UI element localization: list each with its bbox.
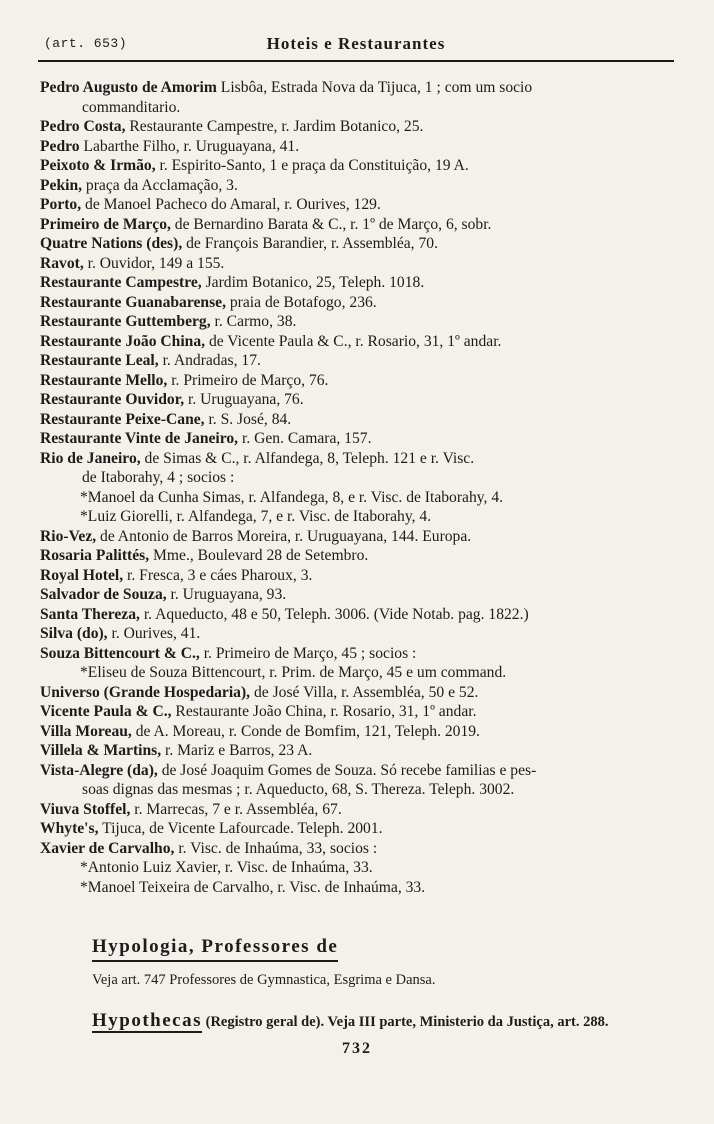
entry-name: Villa Moreau, bbox=[40, 722, 132, 740]
directory-entry bbox=[40, 390, 685, 410]
entry-details: *Antonio Luiz Xavier, r. Visc. de Inhaúma, 33. bbox=[80, 859, 373, 876]
entry-continuation bbox=[40, 507, 685, 527]
directory-entry bbox=[40, 215, 685, 235]
entry-details: *Eliseu de Souza Bittencourt, r. Prim. de Março, 45 e um command. bbox=[80, 664, 507, 681]
entry-details: Restaurante João China, r. Rosario, 31, 1º andar. bbox=[171, 703, 477, 720]
entry-name: Universo (Grande Hospedaria), bbox=[40, 683, 251, 701]
entry-name: Pedro bbox=[40, 137, 80, 155]
entry-name: Restaurante Vinte de Janeiro, bbox=[40, 430, 239, 447]
entry-details: de José Joaquim Gomes de Souza. Só recebe familias e pes- bbox=[157, 761, 537, 779]
directory-entry bbox=[40, 332, 685, 352]
entry-details: r. Gen. Camara, 157. bbox=[238, 430, 372, 447]
page-title: Hoteis e Restaurantes bbox=[266, 34, 446, 53]
entry-details: Labarthe Filho, r. Uruguayana, 41. bbox=[79, 137, 300, 155]
entry-details: soas dignas das mesmas ; r. Aqueducto, 68, S. Thereza. Teleph. 3002. bbox=[82, 781, 515, 798]
entry-name: Viuva Stoffel, bbox=[40, 800, 131, 818]
directory-entry bbox=[40, 312, 685, 332]
directory-entry bbox=[40, 351, 685, 371]
entry-continuation bbox=[40, 468, 685, 488]
entry-name: Villela & Martins, bbox=[40, 742, 162, 759]
directory-entry bbox=[40, 800, 685, 820]
directory-entry bbox=[40, 156, 685, 176]
article-reference: (art. 653) bbox=[44, 36, 128, 51]
directory-entry bbox=[40, 429, 685, 449]
directory-entry bbox=[40, 176, 685, 196]
section-heading-hypologia: Hypologia, Professores de bbox=[92, 936, 338, 962]
entry-details: *Manoel da Cunha Simas, r. Alfandega, 8, e r. Visc. de Itaborahy, 4. bbox=[80, 488, 504, 506]
entry-name: Quatre Nations (des), bbox=[40, 235, 183, 252]
entry-details: r. Uruguayana, 76. bbox=[184, 391, 304, 408]
entry-name: Peixoto & Irmão, bbox=[40, 157, 156, 174]
running-header bbox=[38, 36, 674, 62]
entry-name: Pedro Augusto de Amorim bbox=[40, 79, 217, 96]
entry-details: r. Andradas, 17. bbox=[158, 352, 261, 369]
entry-name: Souza Bittencourt & C., bbox=[40, 644, 200, 662]
directory-entry bbox=[40, 605, 685, 625]
entry-details: r. Uruguayana, 93. bbox=[166, 586, 287, 603]
entry-name: Restaurante Leal, bbox=[40, 352, 159, 369]
entry-details: r. Mariz e Barros, 23 A. bbox=[161, 742, 313, 759]
entry-details: *Luiz Giorelli, r. Alfandega, 7, e r. Visc. de Itaborahy, 4. bbox=[80, 508, 432, 525]
entry-name: Whyte's, bbox=[40, 820, 99, 837]
entry-name: Restaurante Ouvidor, bbox=[40, 391, 185, 408]
entry-details: de Manoel Pacheco do Amaral, r. Ourives, 129. bbox=[81, 196, 381, 213]
entry-details: de Antonio de Barros Moreira, r. Uruguayana, 144. Europa. bbox=[96, 527, 472, 545]
entry-name: Porto, bbox=[40, 196, 82, 213]
directory-entry bbox=[40, 761, 685, 781]
directory-entry bbox=[40, 741, 685, 761]
hypothecas-section bbox=[92, 1010, 608, 1032]
entry-details: Lisbôa, Estrada Nova da Tijuca, 1 ; com um socio bbox=[216, 79, 533, 96]
entry-details: r. Ouvidor, 149 a 155. bbox=[83, 254, 225, 272]
directory-entries bbox=[40, 78, 685, 897]
entry-name: Xavier de Carvalho, bbox=[40, 839, 175, 857]
directory-entry bbox=[40, 195, 685, 215]
directory-entry bbox=[40, 371, 685, 391]
entry-name: Restaurante Guttemberg, bbox=[40, 313, 211, 330]
directory-entry bbox=[40, 234, 685, 254]
entry-name: Restaurante Guanabarense, bbox=[40, 293, 226, 311]
entry-name: Restaurante Mello, bbox=[40, 371, 168, 389]
entry-details: Restaurante Campestre, r. Jardim Botanico, 25. bbox=[125, 118, 424, 135]
directory-entry bbox=[40, 624, 685, 644]
section-note-hypologia: Veja art. 747 Professores de Gymnastica, Esgrima e Dansa. bbox=[92, 972, 436, 988]
entry-name: Vista-Alegre (da), bbox=[40, 761, 158, 779]
directory-entry bbox=[40, 137, 685, 157]
directory-entry bbox=[40, 819, 685, 839]
entry-details: r. Carmo, 38. bbox=[210, 313, 297, 330]
entry-continuation bbox=[40, 780, 685, 800]
directory-entry bbox=[40, 644, 685, 664]
entry-details: de François Barandier, r. Assembléa, 70. bbox=[182, 235, 438, 252]
directory-entry bbox=[40, 410, 685, 430]
directory-entry bbox=[40, 78, 685, 98]
directory-entry bbox=[40, 585, 685, 605]
directory-entry bbox=[40, 449, 685, 469]
entry-name: Silva (do), bbox=[40, 625, 108, 642]
section-heading-hypothecas: Hypothecas bbox=[92, 1010, 202, 1031]
entry-name: Vicente Paula & C., bbox=[40, 703, 172, 720]
entry-details: Mme., Boulevard 28 de Setembro. bbox=[149, 547, 369, 564]
entry-details: de José Villa, r. Assembléa, 50 e 52. bbox=[250, 683, 479, 701]
entry-name: Restaurante Peixe-Cane, bbox=[40, 410, 205, 428]
entry-details: de Bernardino Barata & C., r. 1º de Março, 6, sobr. bbox=[170, 215, 492, 233]
directory-entry bbox=[40, 117, 685, 137]
entry-continuation bbox=[40, 878, 685, 898]
entry-details: praia de Botafogo, 236. bbox=[225, 293, 377, 311]
entry-name: Salvador de Souza, bbox=[40, 586, 167, 603]
entry-details: r. Espirito-Santo, 1 e praça da Constituição, 19 A. bbox=[155, 157, 469, 174]
directory-entry bbox=[40, 702, 685, 722]
entry-name: Rosaria Palittés, bbox=[40, 547, 150, 564]
directory-entry bbox=[40, 293, 685, 313]
entry-details: de Simas & C., r. Alfandega, 8, Teleph. 121 e r. Visc. bbox=[140, 449, 475, 467]
entry-details: praça da Acclamação, 3. bbox=[82, 176, 238, 194]
entry-details: r. Fresca, 3 e cáes Pharoux, 3. bbox=[123, 566, 313, 584]
entry-name: Rio de Janeiro, bbox=[40, 449, 141, 467]
directory-entry bbox=[40, 722, 685, 742]
entry-details: de Itaborahy, 4 ; socios : bbox=[82, 469, 235, 486]
entry-name: Rio-Vez, bbox=[40, 527, 97, 545]
hypologia-section bbox=[92, 936, 692, 989]
entry-details: r. Primeiro de Março, 45 ; socios : bbox=[199, 644, 417, 662]
entry-name: Santa Thereza, bbox=[40, 605, 140, 623]
directory-entry bbox=[40, 273, 685, 293]
entry-details: de Vicente Paula & C., r. Rosario, 31, 1º andar. bbox=[205, 332, 502, 350]
entry-details: de A. Moreau, r. Conde de Bomfim, 121, Teleph. 2019. bbox=[131, 722, 480, 740]
directory-entry bbox=[40, 254, 685, 274]
entry-name: Restaurante João China, bbox=[40, 332, 206, 350]
directory-entry bbox=[40, 839, 685, 859]
entry-details: r. Visc. de Inhaúma, 33, socios : bbox=[174, 839, 378, 857]
entry-name: Pekin, bbox=[40, 176, 83, 194]
entry-continuation bbox=[40, 488, 685, 508]
directory-entry bbox=[40, 683, 685, 703]
entry-name: Restaurante Campestre, bbox=[40, 274, 202, 291]
section-note-hypothecas: (Registro geral de). Veja III parte, Ministerio da Justiça, art. 288. bbox=[202, 1014, 609, 1030]
entry-details: r. Marrecas, 7 e r. Assembléa, 67. bbox=[130, 800, 342, 818]
entry-details: r. Ourives, 41. bbox=[107, 625, 201, 642]
directory-entry bbox=[40, 546, 685, 566]
entry-details: Tijuca, de Vicente Lafourcade. Teleph. 2001. bbox=[98, 820, 383, 837]
entry-details: Jardim Botanico, 25, Teleph. 1018. bbox=[201, 274, 425, 291]
entry-details: r. Primeiro de Março, 76. bbox=[167, 371, 329, 389]
entry-continuation bbox=[40, 98, 685, 118]
entry-details: *Manoel Teixeira de Carvalho, r. Visc. de Inhaúma, 33. bbox=[80, 878, 426, 896]
page-number: 732 bbox=[342, 1040, 372, 1057]
entry-name: Royal Hotel, bbox=[40, 566, 124, 584]
entry-continuation bbox=[40, 663, 685, 683]
entry-details: r. S. José, 84. bbox=[204, 410, 292, 428]
entry-details: commanditario. bbox=[82, 98, 181, 116]
entry-details: r. Aqueducto, 48 e 50, Teleph. 3006. (Vide Notab. pag. 1822.) bbox=[139, 605, 529, 623]
directory-entry bbox=[40, 566, 685, 586]
entry-continuation bbox=[40, 858, 685, 878]
directory-entry bbox=[40, 527, 685, 547]
entry-name: Primeiro de Março, bbox=[40, 215, 171, 233]
entry-name: Ravot, bbox=[40, 254, 84, 272]
entry-name: Pedro Costa, bbox=[40, 118, 126, 135]
